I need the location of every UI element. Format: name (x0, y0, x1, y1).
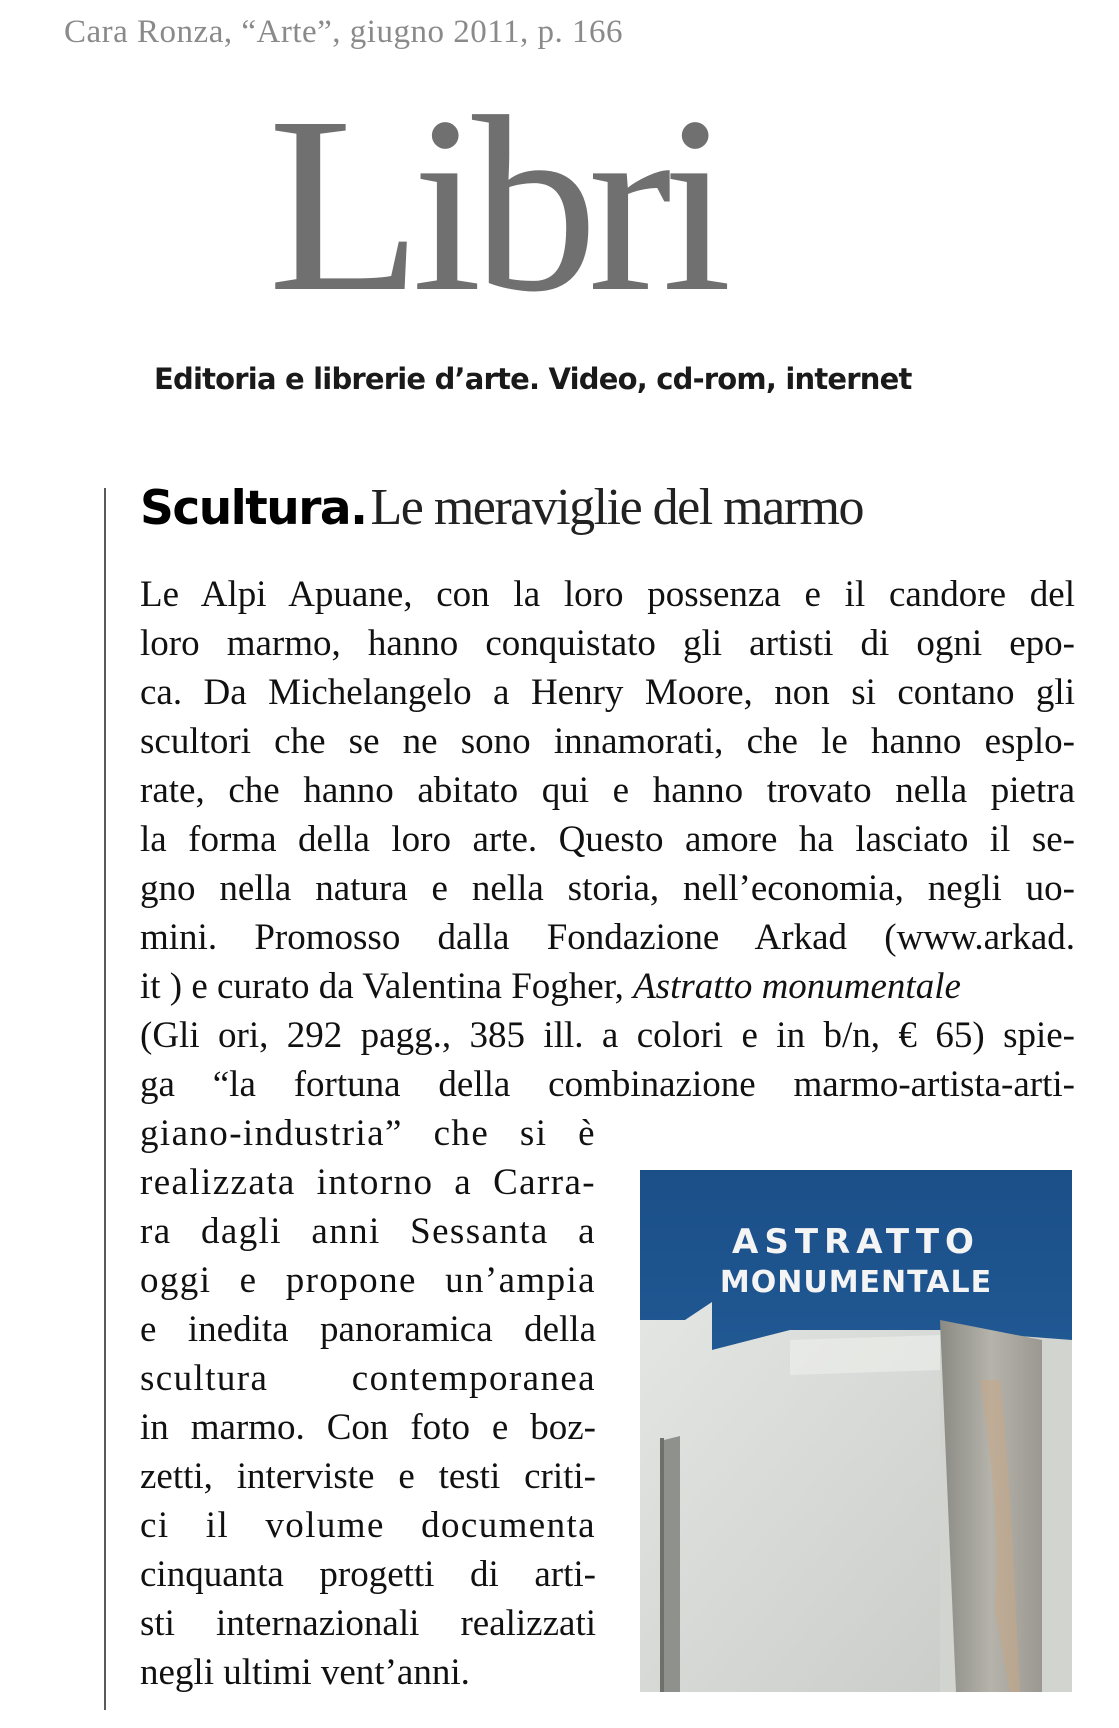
body-line: oggi e propone un’ampia (140, 1260, 596, 1301)
body-line: negli ultimi vent’anni. (140, 1652, 470, 1693)
section-masthead-title: Libri (268, 64, 722, 344)
article-headline (140, 478, 863, 537)
body-line: mini. Promosso dalla Fondazione Arkad (www.arkad. (140, 917, 1075, 958)
body-line: ga “la fortuna della combinazione marmo-artista-arti- (140, 1064, 1075, 1105)
body-line: realizzata intorno a Carra- (140, 1162, 596, 1203)
body-line: rate, che hanno abitato qui e hanno trovato nella pietra (140, 770, 1075, 811)
body-line: cinquanta progetti di arti- (140, 1554, 596, 1595)
body-line: ra dagli anni Sessanta a (140, 1211, 596, 1252)
body-line: sti internazionali realizzati (140, 1603, 596, 1644)
body-line: scultori che se ne sono innamorati, che le hanno esplo- (140, 721, 1075, 762)
body-line: e inedita panoramica della (140, 1309, 596, 1350)
body-line: la forma della loro arte. Questo amore ha lasciato il se- (140, 819, 1075, 860)
column-rule (104, 488, 106, 1710)
body-line: zetti, interviste e testi criti- (140, 1456, 596, 1497)
body-line-text: it ) e curato da Valentina Fogher, (140, 966, 624, 1007)
cover-subtitle: MONUMENTALE (719, 1265, 993, 1300)
body-line: gno nella natura e nella storia, nell’economia, negli uo- (140, 868, 1075, 909)
body-line: ci il volume documenta (140, 1505, 596, 1546)
cover-title: ASTRATTO (732, 1222, 980, 1262)
body-line: in marmo. Con foto e boz- (140, 1407, 596, 1448)
article-body-narrow (140, 1109, 596, 1697)
body-line: giano-industria” che si è (140, 1113, 596, 1154)
book-cover-image (640, 1170, 1072, 1692)
body-line: (Gli ori, 292 pagg., 385 ill. a colori e in b/n, € 65) spie- (140, 1015, 1075, 1056)
article-body (140, 570, 1075, 1109)
section-masthead-subtitle: Editoria e librerie d’arte. Video, cd-rom, internet (154, 362, 912, 396)
body-line: ca. Da Michelangelo a Henry Moore, non si contano gli (140, 672, 1075, 713)
body-line: loro marmo, hanno conquistato gli artisti di ogni epo- (140, 623, 1075, 664)
source-citation: Cara Ronza, “Arte”, giugno 2011, p. 166 (64, 14, 623, 50)
book-title: Astratto monumentale (633, 966, 961, 1007)
headline-kicker: Scultura. (140, 481, 367, 536)
body-line: Le Alpi Apuane, con la loro possenza e il candore del (140, 574, 1075, 615)
body-line (140, 962, 1075, 1011)
headline-title: Le meraviglie del marmo (370, 479, 863, 536)
body-line: scultura contemporanea (140, 1358, 596, 1399)
